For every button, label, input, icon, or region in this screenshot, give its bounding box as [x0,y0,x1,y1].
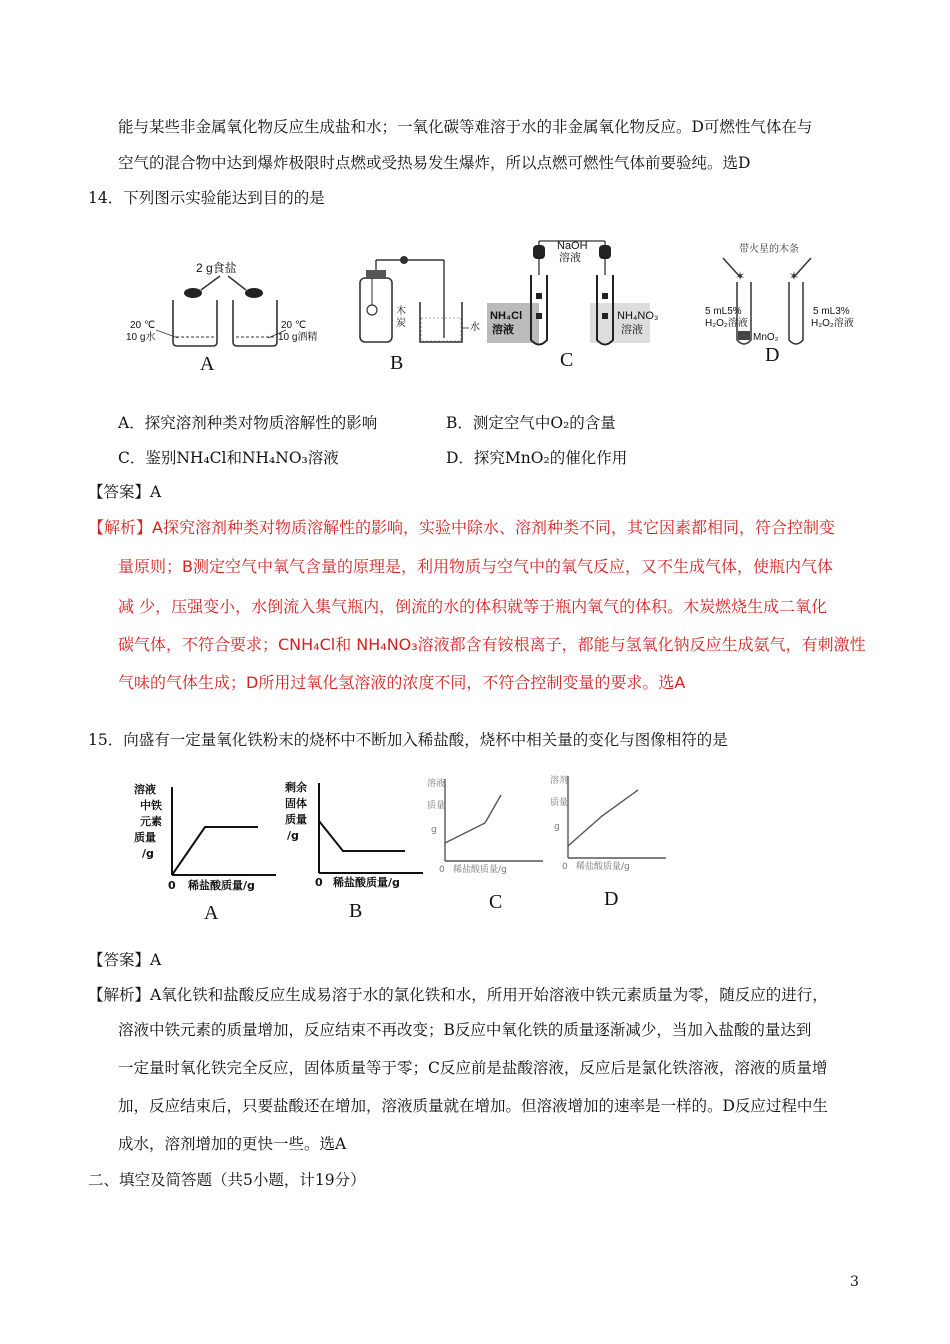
q14-answer: 【答案】A [88,483,162,501]
q14-option-d: D．探究MnO₂的催化作用 [446,449,628,467]
graph-a-ylabel-5: /g [142,847,154,860]
graph-b-ylabel-1: 剩余 [285,781,307,794]
nh4no3-label: NH₄NO₃ [617,310,659,322]
graph-a-ylabel-4: 质量 [134,831,156,844]
graph-d-xlabel: 稀盐酸质量/g [576,862,630,872]
graph-a-ylabel-1: 溶液 [134,783,156,796]
graph-b-ylabel-3: 质量 [285,813,307,826]
graph-c-ylabel-1: 溶液 [427,779,446,789]
graph-b-ylabel-2: 固体 [285,797,307,810]
q14-figure-a [118,250,318,375]
prev-line-2: 空气的混合物中达到爆炸极限时点燃或受热易发生爆炸，所以点燃可燃性气体前要验纯。选D [118,154,751,172]
salt-label: 2 g食盐 [196,261,237,275]
q15-graph-d [548,770,678,920]
graph-b-label: B [349,900,363,922]
q14-analysis-line-4: 碳气体，不符合要求；CNH₄Cl和 NH₄NO₃溶液都含有铵根离子，都能与氢氧化钠反应生成氨气，有刺激性 [118,635,866,654]
catalyst-tubes-diagram [705,236,870,371]
graph-b-ylabel-4: /g [287,829,299,842]
q15-graph-b [285,773,425,923]
water-label: 水 [470,322,480,333]
prev-line-1: 能与某些非金属氧化物反应生成盐和水；一氧化碳等难溶于水的非金属氧化物反应。D可燃性气体在与 [118,118,813,136]
nh4cl-label-2: 溶液 [492,324,514,336]
q15-answer: 【答案】A [88,951,162,969]
h2o2-left-label: 5 mL5% [705,306,742,317]
combustion-apparatus-diagram [352,240,482,375]
svg-text:✶: ✶ [735,269,746,283]
q15-analysis-line-3: 一定量时氧化铁完全反应，固体质量等于零；C反应前是盐酸溶液，反应后是氯化铁溶液，溶液的质量增 [118,1059,828,1077]
h2o2-left-label-2: H₂O₂溶液 [705,318,748,329]
q15-analysis-line-5: 成水，溶剂增加的更快一些。选A [118,1135,347,1153]
q15-analysis-line-1: 【解析】A氧化铁和盐酸反应生成易溶于水的氯化铁和水，所用开始溶液中铁元素质量为零，随反应的进行， [88,986,828,1004]
q14-figure-b [352,240,482,375]
graph-a-xlabel: 稀盐酸质量/g [188,879,255,892]
q14-analysis-line-2: 量原则；B测定空气中氧气含量的原理是，利用物质与空气中的氧气反应，又不生成气体，使瓶内气体 [118,557,833,576]
graph-d-ylabel-3: g [554,822,560,832]
naoh-label-2: 溶液 [559,252,581,264]
graph-a-ylabel-2: 中铁 [140,799,162,812]
q15-graph-c [425,773,555,923]
nh4cl-label: NH₄Cl [490,310,523,322]
q14-analysis-line-3: 减 少，压强变小，水倒流入集气瓶内，倒流的水的体积就等于瓶内氧气的体积。木炭燃烧生成二氧化 [118,597,828,616]
graph-d-ylabel-2: 质量 [550,798,569,808]
graph-a-ylabel-3: 元素 [140,815,162,828]
q14-analysis-line-5: 气味的气体生成；D所用过氧化氢溶液的浓度不同，不符合控制变量的要求。选A [118,673,686,692]
q15-graph-a [130,775,280,925]
q14-figure-c [487,235,662,375]
q14-option-c: C．鉴别NH₄Cl和NH₄NO₃溶液 [118,449,339,467]
section-2-heading: 二、填空及简答题（共5小题，计19分） [88,1171,366,1189]
h2o2-right-label: 5 mL3% [813,306,850,317]
svg-text:✶: ✶ [789,269,800,283]
figure-d-label: D [765,344,780,366]
charcoal-label-2: 炭 [396,318,406,329]
graph-a-origin: 0 [168,879,176,892]
q14-stem: 14．下列图示实验能达到目的的是 [88,189,325,207]
beaker-right-solvent: 10 g酒精 [278,332,318,343]
h2o2-right-label-2: H₂O₂溶液 [811,318,854,329]
charcoal-label-1: 木 [396,306,406,317]
q14-option-b: B．测定空气中O₂的含量 [446,414,616,432]
mno2-label: MnO₂ [753,332,779,343]
graph-c-ylabel-2: 质量 [427,801,446,811]
glowing-splint-label: 带火星的木条 [739,244,799,255]
figure-b-label: B [390,352,404,374]
graph-c-origin: 0 [439,865,445,875]
graph-d-label: D [604,888,619,910]
q14-option-a: A．探究溶剂种类对物质溶解性的影响 [118,414,378,432]
graph-d-origin: 0 [562,862,568,872]
q15-analysis-line-4: 加，反应结束后，只要盐酸还在增加，溶液质量就在增加。但溶液增加的速率是一样的。D反应过程中生 [118,1097,828,1115]
page-number: 3 [850,1274,859,1290]
beaker-right-temp: 20 ℃ [281,320,307,331]
q15-analysis-line-2: 溶液中铁元素的质量增加，反应结束不再改变；B反应中氧化铁的质量逐渐减少，当加入盐酸的量达到 [118,1021,812,1039]
figure-a-label: A [200,353,215,375]
graph-a-label: A [204,902,219,924]
nh4no3-label-2: 溶液 [621,324,643,336]
beaker-left-temp: 20 ℃ [130,320,156,331]
q14-figure-d [705,236,870,371]
graph-d-ylabel-1: 溶剂 [550,776,569,786]
graph-c-ylabel-3: g [431,825,437,835]
figure-c-label: C [560,349,574,371]
graph-b-xlabel: 稀盐酸质量/g [333,876,400,889]
q14-analysis-line-1: 【解析】A探究溶剂种类对物质溶解性的影响，实验中除水、溶剂种类不同，其它因素都相同，符合控制变 [88,518,835,537]
q15-stem: 15．向盛有一定量氧化铁粉末的烧杯中不断加入稀盐酸，烧杯中相关量的变化与图像相符的是 [88,731,728,749]
graph-c-label: C [489,891,503,913]
naoh-label: NaOH [557,240,588,252]
beaker-left-solvent: 10 g水 [126,332,156,343]
graph-b-origin: 0 [315,876,323,889]
graph-c-xlabel: 稀盐酸质量/g [453,865,507,875]
